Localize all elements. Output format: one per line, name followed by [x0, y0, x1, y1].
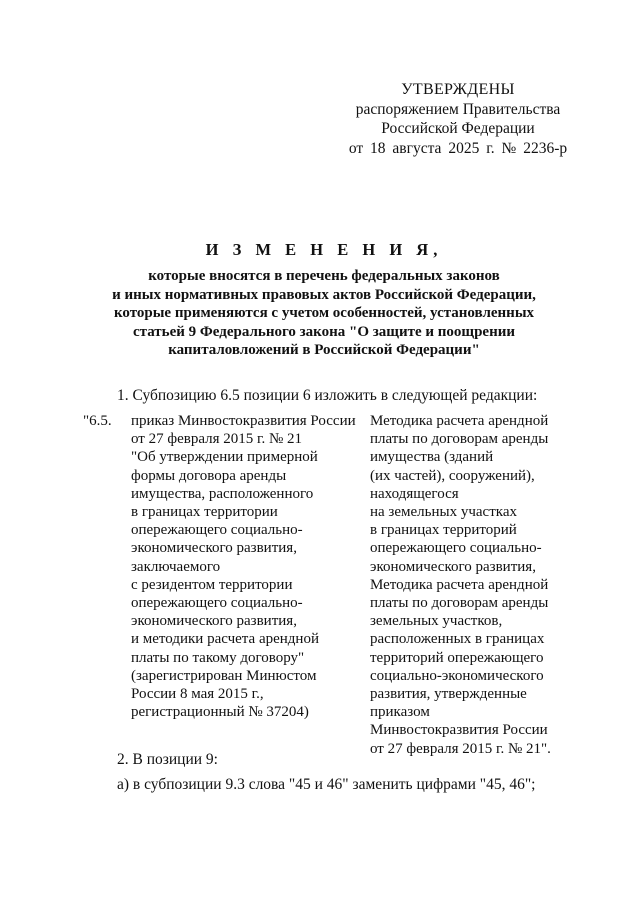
document-name-line: и методики расчета арендной [131, 631, 319, 648]
subtitle-line: которые вносятся в перечень федеральных законов [148, 268, 500, 284]
applicable-acts-line: в границах территорий [370, 522, 517, 539]
item-2a-text: а) в субпозиции 9.3 слова "45 и 46" заменить цифрами "45, 46"; [117, 776, 536, 793]
applicable-acts-line: платы по договорам аренды [370, 431, 549, 448]
item-2-text: 2. В позиции 9: [117, 751, 218, 768]
document-name-line: опережающего социально- [131, 595, 303, 612]
document-name-line: "Об утверждении примерной [131, 449, 318, 466]
approval-block [336, 80, 580, 158]
applicable-acts-cell [370, 412, 551, 758]
applicable-acts-line: расположенных в границах [370, 631, 545, 648]
applicable-acts-line: социально-экономического [370, 667, 544, 684]
document-name-line: экономического развития, [131, 540, 297, 557]
applicable-acts-line: находящегося [370, 485, 459, 502]
applicable-acts-line: Методика расчета арендной [370, 413, 549, 429]
subtitle-line: и иных нормативных правовых актов Российской Федерации, [112, 286, 536, 303]
document-name-line: регистрационный № 37204) [131, 704, 309, 721]
applicable-acts-line: платы по договорам аренды [370, 595, 549, 612]
applicable-acts-line: (их частей), сооружений), [370, 467, 535, 484]
applicable-acts-line: территорий опережающего [370, 649, 544, 666]
document-name-line: России 8 мая 2015 г., [131, 686, 264, 703]
document-subtitle [60, 267, 588, 360]
document-name-cell [131, 412, 356, 721]
applicable-acts-line: на земельных участках [370, 504, 517, 521]
approval-line-decree: распоряжением Правительства [355, 100, 561, 118]
document-name-line: (зарегистрирован Минюстом [131, 667, 317, 684]
applicable-acts-line: приказом [370, 704, 430, 721]
applicable-acts-line: экономического развития, [370, 558, 536, 575]
subtitle-line: которые применяются с учетом особенностей, установленных [113, 305, 535, 321]
document-name-line: платы по такому договору" [131, 649, 305, 666]
document-title-block [60, 240, 588, 360]
approval-line-government: Российской Федерации [381, 120, 535, 137]
applicable-acts-line: от 27 февраля 2015 г. № 21". [370, 740, 551, 757]
table-row [83, 412, 583, 757]
document-name-line: опережающего социально- [131, 522, 303, 539]
applicable-acts-line: Методика расчета арендной [370, 576, 549, 593]
subtitle-line: статьей 9 Федерального закона "О защите и поощрении [132, 323, 515, 340]
row-number: "6.5. [83, 413, 112, 429]
document-title: И З М Е Н Е Н И Я, [205, 240, 443, 259]
applicable-acts-line: развития, утвержденные [370, 686, 527, 703]
document-name-line: с резидентом территории [131, 576, 293, 593]
applicable-acts-line: земельных участков, [370, 613, 503, 630]
document-name-line: от 27 февраля 2015 г. № 21 [131, 431, 303, 448]
document-name-line: имущества, расположенного [131, 485, 314, 502]
document-name-line: формы договора аренды [131, 467, 287, 484]
document-name-line: экономического развития, [131, 613, 297, 630]
applicable-acts-line: опережающего социально- [370, 540, 542, 557]
applicable-acts-line: Минвостокразвития России [370, 722, 548, 739]
approval-line-date: от 18 августа 2025 г. № 2236-р [348, 139, 568, 157]
document-name-line: приказ Минвостокразвития России [131, 413, 356, 429]
item-1-text: 1. Субпозицию 6.5 позиции 6 изложить в следующей редакции: [117, 387, 538, 404]
approval-heading: УТВЕРЖДЕНЫ [401, 81, 515, 98]
subtitle-line: капиталовложений в Российской Федерации" [168, 342, 480, 358]
document-name-line: в границах территории [131, 504, 278, 521]
document-name-line: заключаемого [131, 558, 221, 575]
applicable-acts-line: имущества (зданий [370, 449, 494, 466]
